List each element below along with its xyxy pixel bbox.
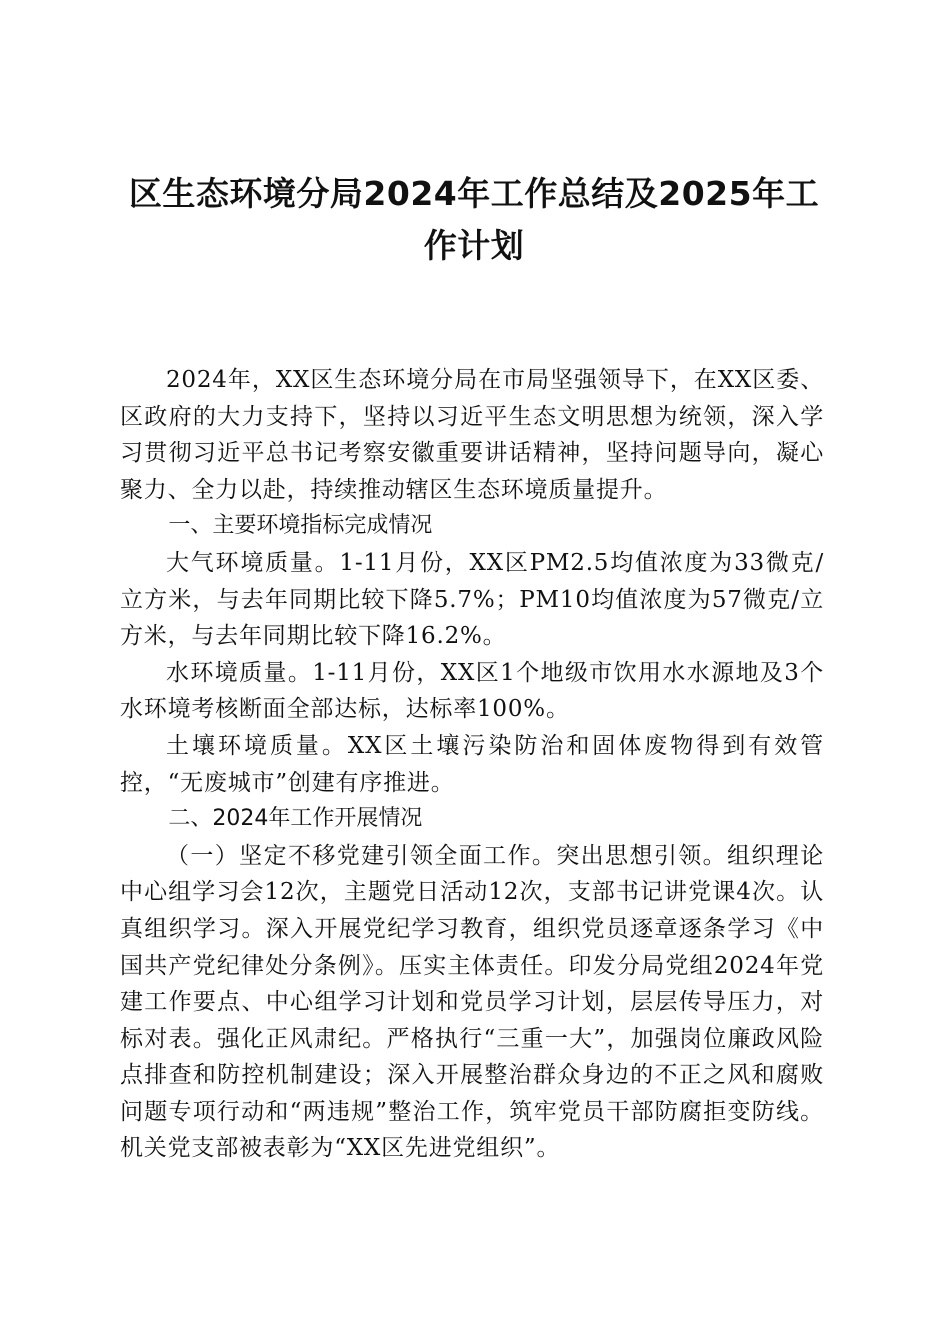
section-2-heading: 二、2024年工作开展情况 — [168, 806, 423, 832]
document-body — [120, 362, 824, 1167]
section-1-heading: 一、主要环境指标完成情况 — [168, 513, 433, 539]
title-line-2: 作计划 — [423, 226, 525, 265]
water-quality-paragraph: 水环境质量。1-11月份，XX区1个地级市饮用水水源地及3个水环境考核断面全部达标，达标率100%。 — [120, 659, 824, 723]
air-quality-paragraph: 大气环境质量。1-11月份，XX区PM2.5均值浓度为33微克/立方米，与去年同期比较下降5.7%；PM10均值浓度为57微克/立方米，与去年同期比较下降16.2%。 — [120, 549, 824, 650]
soil-quality-paragraph: 土壤环境质量。XX区土壤污染防治和固体废物得到有效管控，“无废城市”创建有序推进。 — [120, 732, 824, 796]
title-line-1: 区生态环境分局2024年工作总结及2025年工 — [128, 174, 820, 213]
party-building-paragraph: （一）坚定不移党建引领全面工作。突出思想引领。组织理论中心组学习会12次，主题党日活动12次，支部书记讲党课4次。认真组织学习。深入开展党纪学习教育，组织党员逐章逐条学习《中国共产党纪律处分条例》。压实主体责任。印发分局党组2024年党建工作要点、中心组学习计划和党员学习计划，层层传导压力，对标对表。强化正风肃纪。严格执行“三重一大”，加强岗位廉政风险点排查和防控机制建设；深入开展整治群众身边的不正之风和腐败问题专项行动和“两违规”整治工作，筑牢党员干部防腐拒变防线。机关党支部被表彰为“XX区先进党组织”。 — [120, 842, 824, 1162]
intro-paragraph: 2024年，XX区生态环境分局在市局坚强领导下，在XX区委、区政府的大力支持下，坚持以习近平生态文明思想为统领，深入学习贯彻习近平总书记考察安徽重要讲话精神，坚持问题导向，凝心聚力、全力以赴，持续推动辖区生态环境质量提升。 — [120, 367, 824, 503]
document-title — [118, 168, 830, 272]
